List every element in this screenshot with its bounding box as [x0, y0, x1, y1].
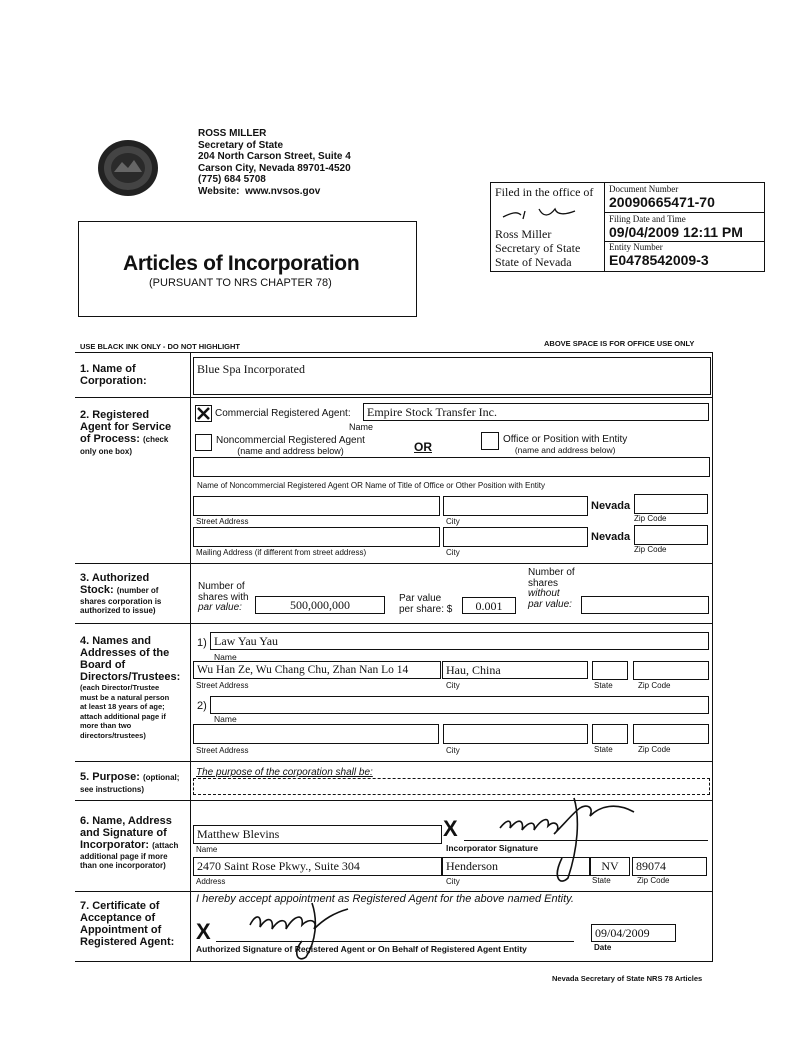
agent-city-label: City	[446, 517, 460, 526]
sec6-title-2: and Signature of	[80, 827, 167, 839]
signer-state: State of Nevada	[495, 255, 572, 269]
agent-state-nevada: Nevada	[591, 500, 631, 512]
sec6-title-3: Incorporator:	[80, 839, 150, 851]
director-1-street-label: Street Address	[196, 681, 249, 690]
acceptance-date-field[interactable]: 09/04/2009	[591, 924, 676, 942]
entity-number-label: Entity Number	[609, 242, 663, 252]
sec3-hint-1: (number of	[116, 586, 159, 595]
director-1-zip-field[interactable]	[633, 661, 709, 680]
director-1-number: 1)	[197, 637, 207, 649]
sec4-title-3: Board of	[80, 659, 126, 671]
without-par-label-3: without	[528, 588, 560, 599]
sec3-title-2: Stock:	[80, 584, 114, 596]
filing-date-label: Filing Date and Time	[609, 214, 686, 224]
incorporator-x: X	[443, 816, 458, 841]
par-value-label-1: Par value	[399, 593, 442, 604]
sec7-title-3: Appointment of	[80, 924, 162, 936]
shares-without-par-field[interactable]	[581, 596, 709, 614]
agent-street-field[interactable]	[193, 496, 440, 516]
entity-number: E0478542009-3	[609, 252, 709, 268]
website-label: Website:	[198, 185, 240, 197]
noncommercial-name-field[interactable]	[193, 457, 710, 477]
with-par-label-1: Number of	[198, 581, 245, 592]
director-2-city-field[interactable]	[443, 724, 588, 744]
title-box	[78, 221, 417, 317]
mailing-zip-label: Zip Code	[634, 545, 667, 554]
director-1-state-field[interactable]	[592, 661, 628, 680]
sec4-title-1: 4. Names and	[80, 635, 151, 647]
sec4-hint-1: (each Director/Trustee	[80, 683, 160, 692]
without-par-label-4: par value:	[528, 598, 572, 610]
mailing-address-field[interactable]	[193, 527, 440, 547]
sec4-hint-5: more than two	[80, 721, 132, 730]
sec4-title-2: Addresses of the	[80, 647, 170, 659]
office-phone: (775) 684 5708	[198, 174, 266, 185]
mailing-city-field[interactable]	[443, 527, 588, 547]
director-2-zip-field[interactable]	[633, 724, 709, 744]
agent-zip-field[interactable]	[634, 494, 708, 514]
form-subtitle: (PURSUANT TO NRS CHAPTER 78)	[149, 277, 332, 289]
sec6-title-1: 6. Name, Address	[80, 815, 172, 827]
sec6-hint-2: additional page if more	[80, 852, 168, 861]
footer-text: Nevada Secretary of State NRS 78 Articles	[552, 974, 703, 983]
office-address-2: Carson City, Nevada 89701-4520	[198, 162, 351, 174]
sec5-hint-2: see instructions)	[80, 785, 145, 794]
commercial-agent-checkbox[interactable]	[195, 405, 212, 422]
agent-signature[interactable]	[238, 895, 398, 965]
secretary-name: ROSS MILLER	[198, 128, 267, 139]
sec3-hint-3: authorized to issue)	[80, 606, 156, 615]
par-value-label-2: per share: $	[399, 604, 453, 615]
director-1-city-field[interactable]: Hau, China	[442, 661, 588, 679]
with-par-label-3: par value:	[198, 602, 242, 613]
corporation-name-field[interactable]	[193, 357, 711, 395]
ink-note: USE BLACK INK ONLY - DO NOT HIGHLIGHT	[80, 342, 241, 351]
incorporator-signature-label: Incorporator Signature	[446, 843, 539, 853]
without-par-label-2: shares	[528, 577, 559, 589]
director-1-name-label: Name	[214, 652, 237, 662]
office-position-checkbox[interactable]	[481, 432, 499, 450]
signer-title: Secretary of State	[495, 241, 581, 255]
sec6-hint-3: than one incorporator)	[80, 861, 166, 870]
sec2-title-3: of Process:	[80, 433, 140, 445]
director-1-name-field[interactable]: Law Yau Yau	[210, 632, 709, 650]
incorporator-zip-label: Zip Code	[637, 876, 670, 885]
sec7-title-4: Registered Agent:	[80, 936, 175, 948]
director-1-state-label: State	[594, 681, 613, 690]
sec6-hint-1: (attach	[152, 841, 179, 850]
mailing-zip-field[interactable]	[634, 525, 708, 545]
filing-box	[490, 182, 765, 272]
agent-street-label: Street Address	[196, 517, 249, 526]
sec2-hint-2: only one box)	[80, 447, 132, 456]
office-note: ABOVE SPACE IS FOR OFFICE USE ONLY	[544, 339, 695, 348]
incorporator-zip-field[interactable]: 89074	[632, 857, 707, 876]
director-1-street-field[interactable]: Wu Han Ze, Wu Chang Chu, Zhan Nan Lo 14	[193, 661, 441, 679]
acceptance-date-label: Date	[594, 943, 612, 952]
incorporator-city-label: City	[446, 877, 460, 886]
incorporator-name-label: Name	[196, 845, 218, 854]
incorporator-state-label: State	[592, 876, 611, 885]
director-2-number: 2)	[197, 700, 207, 712]
director-1-city-label: City	[446, 681, 460, 690]
office-address-1: 204 North Carson Street, Suite 4	[198, 151, 351, 162]
agent-zip-label: Zip Code	[634, 514, 667, 523]
mailing-city-label: City	[446, 548, 460, 557]
acceptance-statement: I hereby accept appointment as Registered Agent for the above named Entity.	[196, 893, 574, 905]
secretary-title: Secretary of State	[198, 139, 284, 151]
sec1-title-1: 1. Name of	[80, 363, 136, 375]
without-par-label-1: Number of	[528, 567, 575, 578]
sec7-title-1: 7. Certificate of	[80, 900, 160, 912]
doc-number-label: Document Number	[609, 184, 679, 194]
purpose-label: The purpose of the corporation shall be:	[196, 767, 373, 778]
sec3-title-1: 3. Authorized	[80, 572, 150, 584]
sec4-hint-4: attach additional page if	[80, 711, 166, 721]
sec4-hint-6: directors/trustees)	[80, 730, 146, 740]
or-label: OR	[414, 440, 432, 454]
commercial-name-label: Name	[349, 422, 374, 432]
director-2-state-label: State	[594, 745, 613, 754]
sec3-hint-2: shares corporation is	[80, 597, 162, 606]
agent-x: X	[196, 919, 211, 944]
office-position-label-2: (name and address below)	[514, 445, 616, 455]
director-2-city-label: City	[446, 746, 460, 755]
sec4-hint-3: at least 18 years of age;	[80, 702, 165, 711]
director-2-street-field[interactable]	[193, 724, 439, 744]
agent-city-field[interactable]	[443, 496, 588, 516]
sec2-title-1: 2. Registered	[80, 409, 150, 421]
director-1-zip-label: Zip Code	[638, 681, 671, 690]
agent-signature-label: Authorized Signature of Registered Agent or On Behalf of Registered Agent Entity	[196, 944, 527, 954]
incorporator-name-field[interactable]: Matthew Blevins	[193, 825, 442, 844]
mailing-state-nevada: Nevada	[591, 531, 631, 543]
noncommercial-agent-checkbox[interactable]	[195, 434, 212, 451]
website-link[interactable]: www.nvsos.gov	[245, 185, 321, 197]
noncommercial-label-1: Noncommercial Registered Agent	[216, 435, 365, 446]
sec5-title-1: 5. Purpose:	[80, 771, 140, 783]
office-position-label-1: Office or Position with Entity	[503, 434, 628, 445]
par-value-field[interactable]: 0.001	[462, 597, 516, 614]
incorporator-address-field[interactable]: 2470 Saint Rose Pkwy., Suite 304	[193, 857, 442, 876]
director-2-state-field[interactable]	[592, 724, 628, 744]
incorporator-city-field[interactable]: Henderson	[442, 857, 590, 876]
commercial-agent-field[interactable]: Empire Stock Transfer Inc.	[363, 403, 709, 421]
secretary-signature	[499, 203, 579, 223]
filing-date: 09/04/2009 12:11 PM	[609, 224, 743, 240]
sec4-hint-2: must be a natural person	[80, 692, 170, 702]
sec4-title-4: Directors/Trustees:	[80, 671, 181, 683]
incorporator-state-field[interactable]: NV	[590, 857, 630, 876]
director-2-zip-label: Zip Code	[638, 745, 671, 754]
shares-with-par-field[interactable]: 500,000,000	[255, 596, 385, 614]
form-title: Articles of Incorporation	[123, 252, 360, 275]
director-2-name-label: Name	[214, 714, 237, 724]
director-2-name-field[interactable]	[210, 696, 709, 714]
sec2-hint-1: (check	[142, 435, 169, 444]
mailing-address-label: Mailing Address (if different from street address)	[196, 548, 367, 557]
sec7-title-2: Acceptance of	[80, 912, 156, 924]
filed-label: Filed in the office of	[495, 185, 594, 199]
director-2-street-label: Street Address	[196, 746, 249, 755]
doc-number: 20090665471-70	[609, 194, 715, 210]
signer-name: Ross Miller	[495, 227, 552, 241]
noncommercial-label-2: (name and address below)	[237, 446, 344, 456]
sec1-title-2: Corporation:	[80, 375, 147, 387]
corporation-name: Blue Spa Incorporated	[197, 362, 305, 376]
name-or-title-label: Name of Noncommercial Registered Agent OR Name of Title of Office or Other Position with Entity	[197, 481, 545, 490]
commercial-agent-label: Commercial Registered Agent:	[215, 408, 351, 419]
incorporator-address-label: Address	[196, 877, 226, 886]
with-par-label-2: shares with	[198, 591, 249, 603]
sec5-hint-1: (optional;	[142, 773, 180, 782]
sec2-title-2: Agent for Service	[80, 421, 172, 433]
state-seal	[96, 138, 160, 198]
